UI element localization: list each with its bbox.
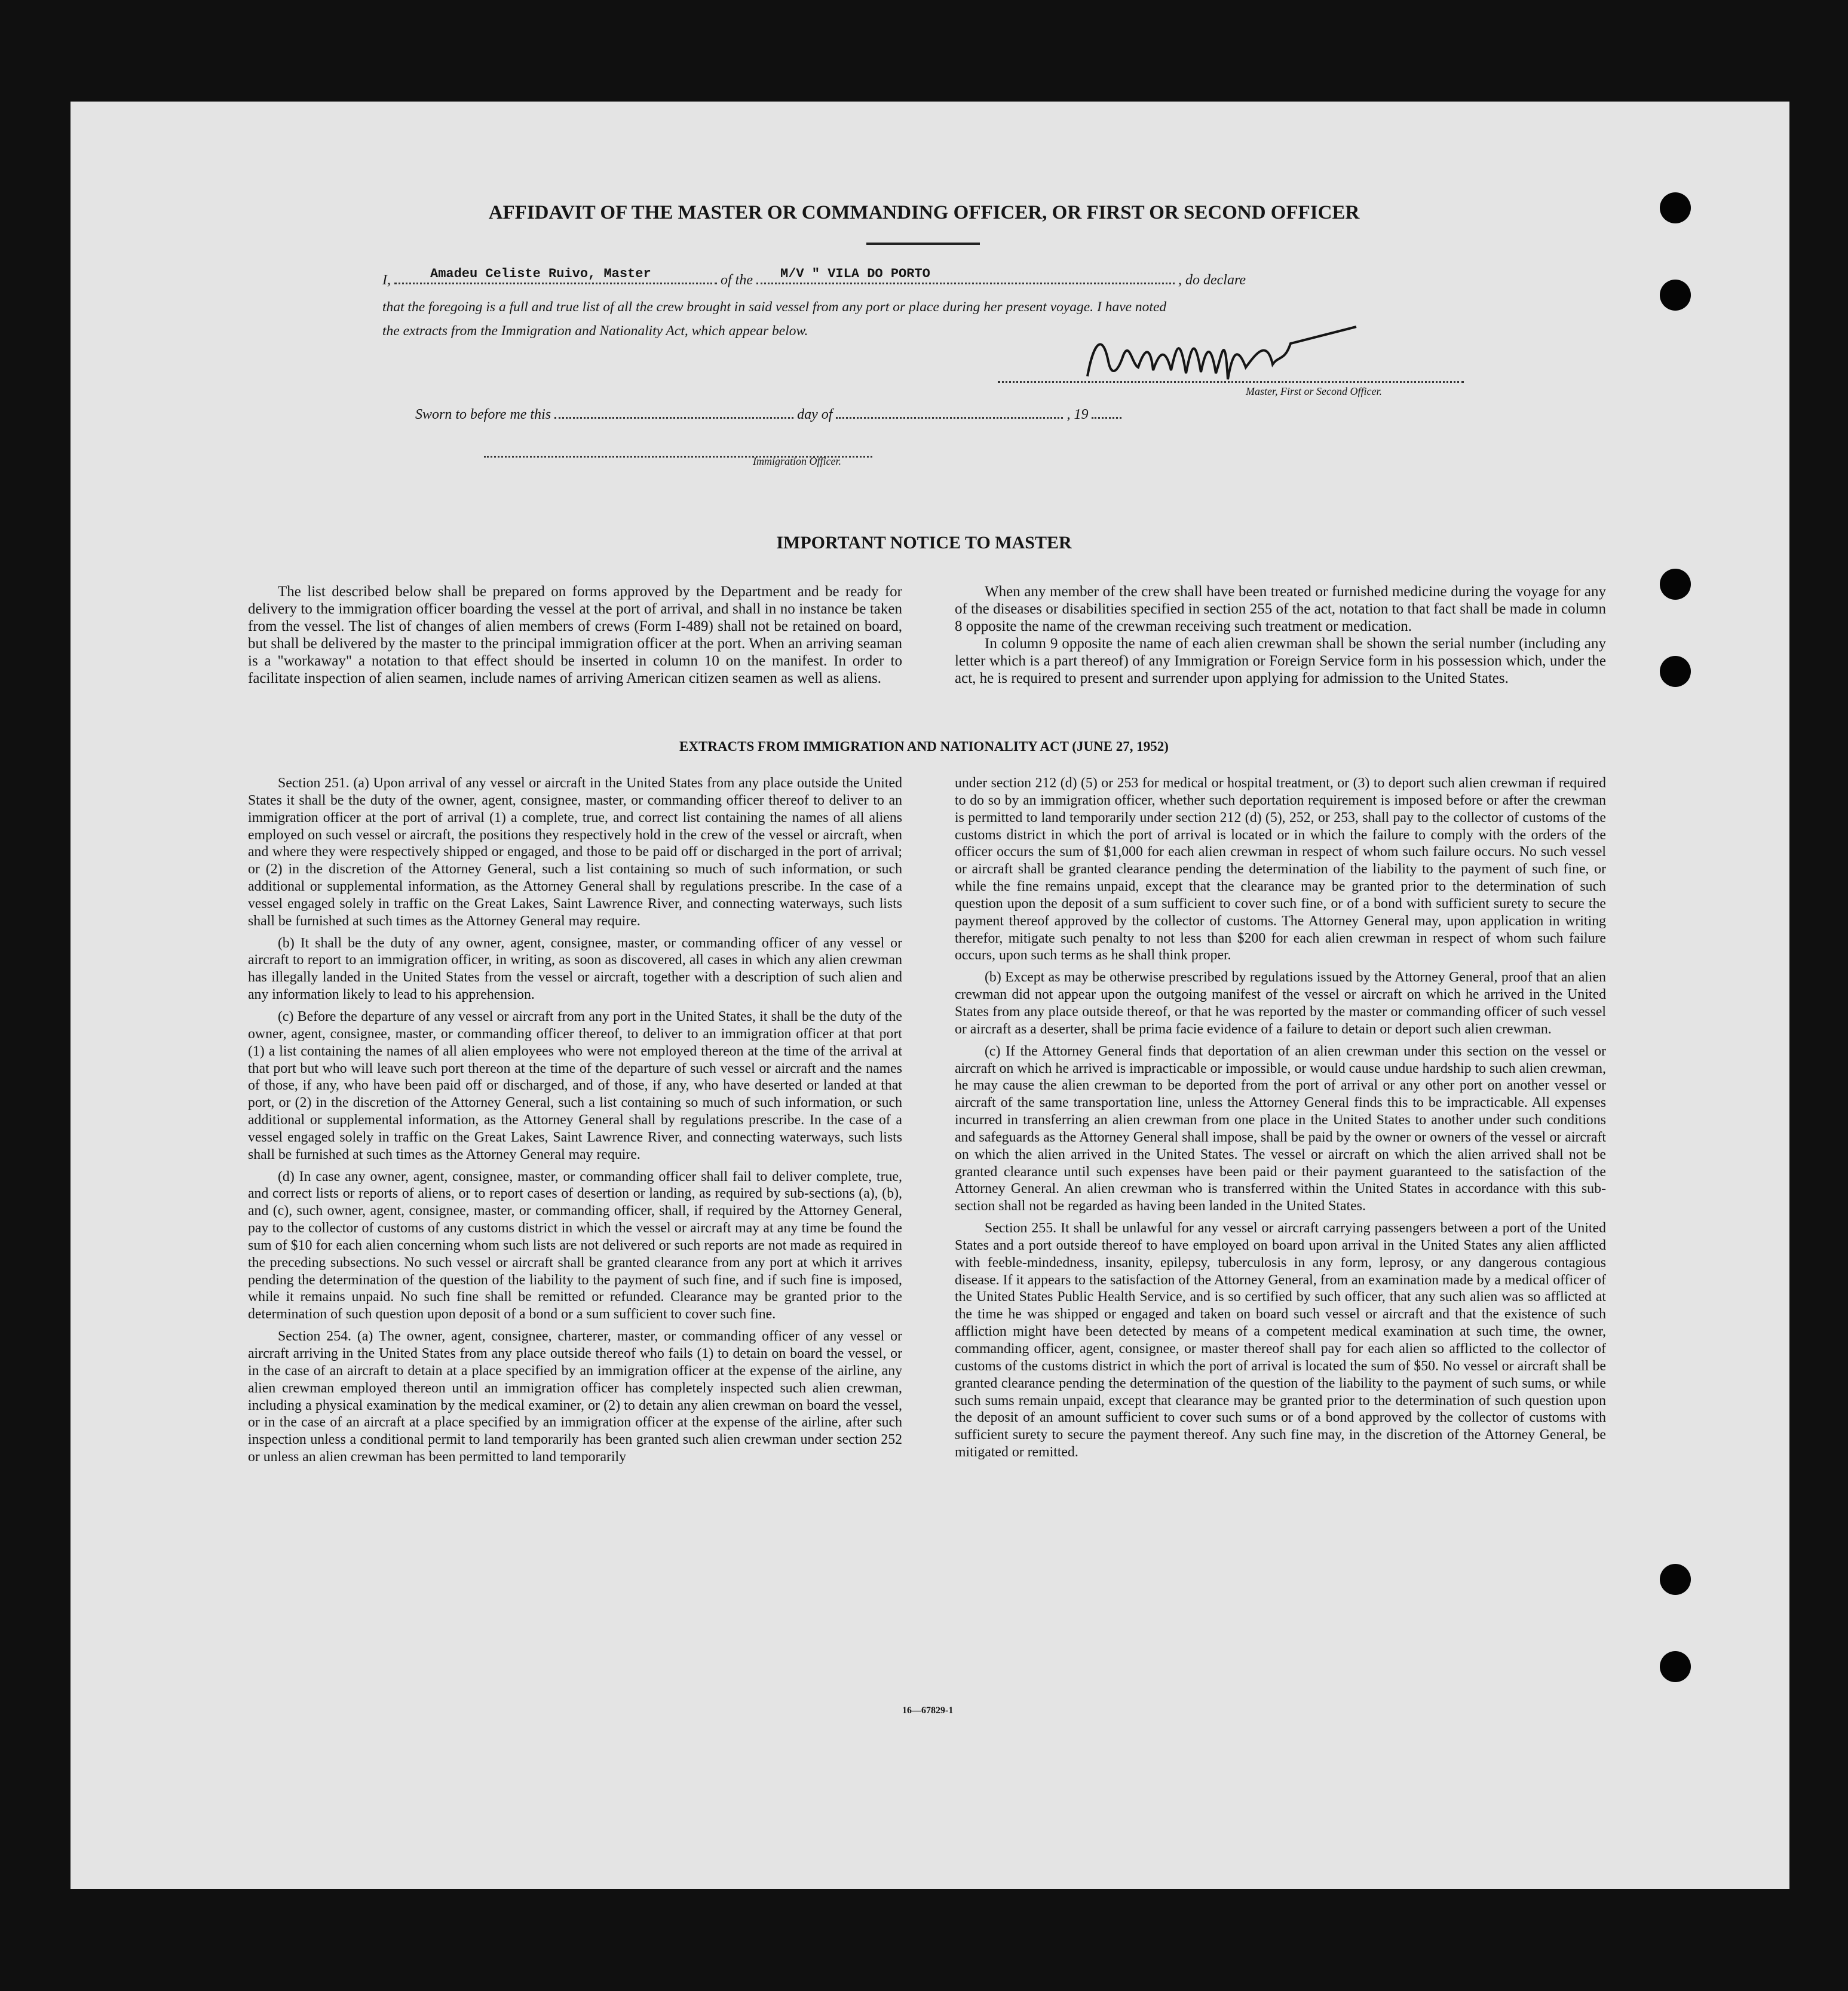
notice-title: IMPORTANT NOTICE TO MASTER — [776, 533, 1072, 553]
sworn-prefix: Sworn to before me this — [415, 407, 551, 422]
day-of-label: day of — [797, 407, 833, 422]
binder-hole — [1660, 656, 1691, 687]
section-254-a-continued: under section 212 (d) (5) or 253 for medical or hospital treatment, or (3) to deport such alien crewman if required to do so by an immigration officer, whether such deportation requirement is imposed before or after the crewman is permitted to land temporarily under section 212 (d) (5), 252, or 253, shall pay to the collector of customs of the customs district in which the port of arrival is located or in which the failure to comply with the orders of the officer occurs the sum of $1,000 for each alien crewman in respect of whom such failure occurs. No such vessel or aircraft shall be granted clearance pending the determination of the liability to the payment of such fine, or while the fine remains unpaid, except that the clearance may be granted prior to the determination of such question upon the deposit of a sum sufficient to cover such fine, or of a bond with sufficient surety to secure the payment thereof approved by the collector of customs. The Attorney General may, upon application in writing therefor, mitigate such penalty to not less than $200 for each alien crewman in respect of whom such failure occurs, upon such terms as he shall think proper. — [955, 775, 1606, 964]
extracts-title: EXTRACTS FROM IMMIGRATION AND NATIONALITY ACT (JUNE 27, 1952) — [679, 739, 1169, 754]
of-the-label: of the — [721, 272, 753, 288]
section-254-c: (c) If the Attorney General finds that deportation of an alien crewman under this section on the vessel or aircraft on which he arrived is impracticable or impossible, or would cause undue hardship to such alien crewman, he may cause the alien crewman to be deported from the port of arrival or any other port on another vessel or aircraft of the same transportation line, unless the Attorney General finds this to be impracticable. All expenses incurred in transferring an alien crewman from one place in the United States to another under such conditions and safeguards as the Attorney General shall impose, shall be paid by the owner or owners of the vessel or aircraft on which the alien arrived in the United States. The vessel or aircraft on which the alien arrived shall not be granted clearance until such expenses have been paid or their payment guaranteed to the satisfaction of the Attorney General. An alien crewman who is transferred within the United States in accordance with this sub-section shall not be regarded as having been landed in the United States. — [955, 1043, 1606, 1214]
binder-hole — [1660, 1651, 1691, 1682]
section-254-b: (b) Except as may be otherwise prescribed by regulations issued by the Attorney General, proof that an alien crewman did not appear upon the outgoing manifest of the vessel or aircraft on which he arrived in the United States from any place outside thereof, or that he was reported by the master or commanding officer of such vessel or aircraft as a deserter, shall be prima facie evidence of a failure to detain or deport such alien crewman. — [955, 970, 1606, 1037]
title-rule — [866, 243, 980, 245]
section-251-c: (c) Before the departure of any vessel or aircraft from any port in the United States, it shall be the duty of the owner, agent, consignee, master, or commanding officer thereof, to deliver to an immigration officer at that port (1) a list containing the names of all alien employees who were not employed thereon at the time of the arrival at that port but who will leave such port thereon at the time of the departure of such vessel or aircraft and the names of those, if any, who have been paid off or discharged, and of those, if any, who have deserted or landed at that port, or (2) in the discretion of the Attorney General, such a list containing so much of such information, or such additional or supplemental information, as the Attorney General shall by regulations prescribe. In the case of a vessel engaged solely in traffic on the Great Lakes, Saint Lawrence River, and connecting waterways, such lists shall be furnished at such times as the Attorney General may require. — [248, 1008, 902, 1162]
sworn-day-field — [554, 406, 793, 419]
master-name: Amadeu Celiste Ruivo, Master — [430, 266, 651, 281]
declaration-line-2: that the foregoing is a full and true list of all the crew brought in said vessel from any port or place during her present voyage. I have noted — [382, 299, 1167, 315]
binder-hole — [1660, 280, 1691, 311]
section-251-a: Section 251. (a) Upon arrival of any vessel or aircraft in the United States from any place outside the United States it shall be the duty of the owner, agent, consignee, master, or commanding officer thereof to deliver to an immigration officer at the port of arrival (1) a complete, true, and correct list containing the names of all aliens employed on such vessel or aircraft, the positions they respectively hold in the crew of the vessel or aircraft, when and where they were respectively shipped or engaged, and those to be paid off or discharged in the port of arrival; or (2) in the discretion of the Attorney General, such a list containing so much of such information, or such additional or supplemental information, as the Attorney General shall by regulations prescribe. In the case of a vessel engaged solely in traffic on the Great Lakes, Saint Lawrence River, and connecting waterways, such lists shall be furnished at such times as the Attorney General may require. — [248, 775, 902, 929]
year-prefix: , 19 — [1066, 407, 1089, 422]
section-251-d: (d) In case any owner, agent, consignee, master, or commanding officer shall fail to deliver complete, true, and correct lists or reports of aliens, or to report cases of desertion or landing, as required by sub-sections (a), (b), and (c), such owner, agent, consignee, master, or commanding officer, shall, if required by the Attorney General, pay to the collector of customs of any customs district in which the vessel or aircraft may at any time be found the sum of $10 for each alien concerning whom such lists are not delivered or such reports are not made as required in the preceding subsections. No such vessel or aircraft shall be granted clearance from any port at which it arrives pending the determination of the question of the liability to the payment of such fine, and if such fine is imposed, while it remains unpaid. No such fine shall be remitted or refunded. Clearance may be granted prior to the determination of such question upon deposit of a bond or a sum sufficient to cover such fine. — [248, 1168, 902, 1323]
notice-left-column — [248, 584, 902, 687]
affidavit-title: AFFIDAVIT OF THE MASTER OR COMMANDING OFFICER, OR FIRST OR SECOND OFFICER — [488, 202, 1360, 223]
declaration-line-3: the extracts from the Immigration and Nationality Act, which appear below. — [382, 323, 808, 339]
declaration-prefix: I, — [382, 272, 391, 288]
master-name-field — [394, 266, 717, 284]
vessel-name: M/V " VILA DO PORTO — [780, 266, 930, 281]
declaration-line-1 — [382, 266, 1246, 289]
notice-right-text-1: When any member of the crew shall have been treated or furnished medicine during the voyage for any of the diseases or disabilities specified in section 255 of the act, notation to that fact shall be made in column 8 opposite the name of the crewman receiving such treatment or medication. — [955, 584, 1606, 634]
notice-right-text-2: In column 9 opposite the name of each alien crewman shall be shown the serial number (including any letter which is a part thereof) of any Immigration or Foreign Service form in his possession which, under the act, he is required to present and surrender upon applying for admission to the United States. — [955, 635, 1606, 686]
notice-right-column — [955, 584, 1606, 687]
form-code: 16—67829-1 — [902, 1705, 954, 1716]
sworn-year-field — [1092, 406, 1121, 419]
vessel-name-field — [756, 266, 1175, 284]
extracts-right-column — [955, 775, 1606, 1461]
extracts-left-column — [248, 775, 902, 1466]
section-255: Section 255. It shall be unlawful for any vessel or aircraft carrying passengers between a port of the United States and a port outside thereof to have employed on board upon arrival in the United States any alien afflicted with feeble-mindedness, insanity, epilepsy, tuberculosis in any form, leprosy, or any dangerous contagious disease. If it appears to the satisfaction of the Attorney General, from an examination made by a medical officer of the United States Public Health Service, and is so certified by such officer, that any such alien was so afflicted at the time he was shipped or engaged and taken on board such vessel or aircraft and that the existence of such affliction might have been detected by means of a competent medical examination at such time, the owner, commanding officer, agent, consignee, or master thereof shall pay for each alien so afflicted to the collector of customs of the customs district in which the port of arrival is located the sum of $50. No vessel or aircraft shall be granted clearance pending the determination of the question of the liability to the payment of such sums, or while such sums remain unpaid, except that clearance may be granted prior to the determination of such question upon the deposit of an amount sufficient to cover such sums or of a bond approved by the collector of customs with sufficient surety to secure the payment thereof. Any such fine may, in the discretion of the Attorney General, be mitigated or remitted. — [955, 1220, 1606, 1461]
signature-caption: Master, First or Second Officer. — [1246, 385, 1382, 397]
binder-hole — [1660, 1564, 1691, 1595]
sworn-month-field — [836, 406, 1063, 419]
sworn-line — [415, 406, 1121, 423]
section-254-a: Section 254. (a) The owner, agent, consignee, charterer, master, or commanding officer of any vessel or aircraft arriving in the United States from any place outside thereof who fails (1) to detain on board the vessel, or in the case of an aircraft to detain at a place specified by an immigration officer at the expense of the airline, any alien crewman employed thereon until an immigration officer has completely inspected such alien crewman, including a physical examination by the medical examiner, or (2) to detain any alien crewman on board the vessel, or in the case of an aircraft at a place specified by an immigration officer at the expense of the airline, after such inspection unless a conditional permit to land temporarily has been granted such alien crewman under section 252 or unless an alien crewman has been permitted to land temporarily — [248, 1329, 902, 1465]
binder-hole — [1660, 569, 1691, 600]
notice-left-text: The list described below shall be prepared on forms approved by the Department and be ready for delivery to the immigration officer boarding the vessel at the port of arrival, and shall in no instance be taken from the vessel. The list of changes of alien members of crews (Form I-489) shall not be retained on board, but shall be delivered by the master to the principal immigration officer at the port. When an arriving seaman is a "workaway" a notation to that effect should be inserted in column 10 on the manifest. In order to facilitate inspection of alien seamen, include names of arriving American citizen seamen as well as aliens. — [248, 584, 902, 686]
do-declare-label: , do declare — [1178, 272, 1246, 288]
immigration-officer-caption: Immigration Officer. — [753, 455, 841, 467]
signature-line — [998, 370, 1464, 383]
section-251-b: (b) It shall be the duty of any owner, agent, consignee, master, or commanding officer of any vessel or aircraft to report to an immigration officer, in writing, as soon as discovered, all cases in which any alien crewman has illegally landed in the United States from the vessel or aircraft, together with a description of such alien and any information likely to lead to his apprehension. — [248, 935, 902, 1003]
